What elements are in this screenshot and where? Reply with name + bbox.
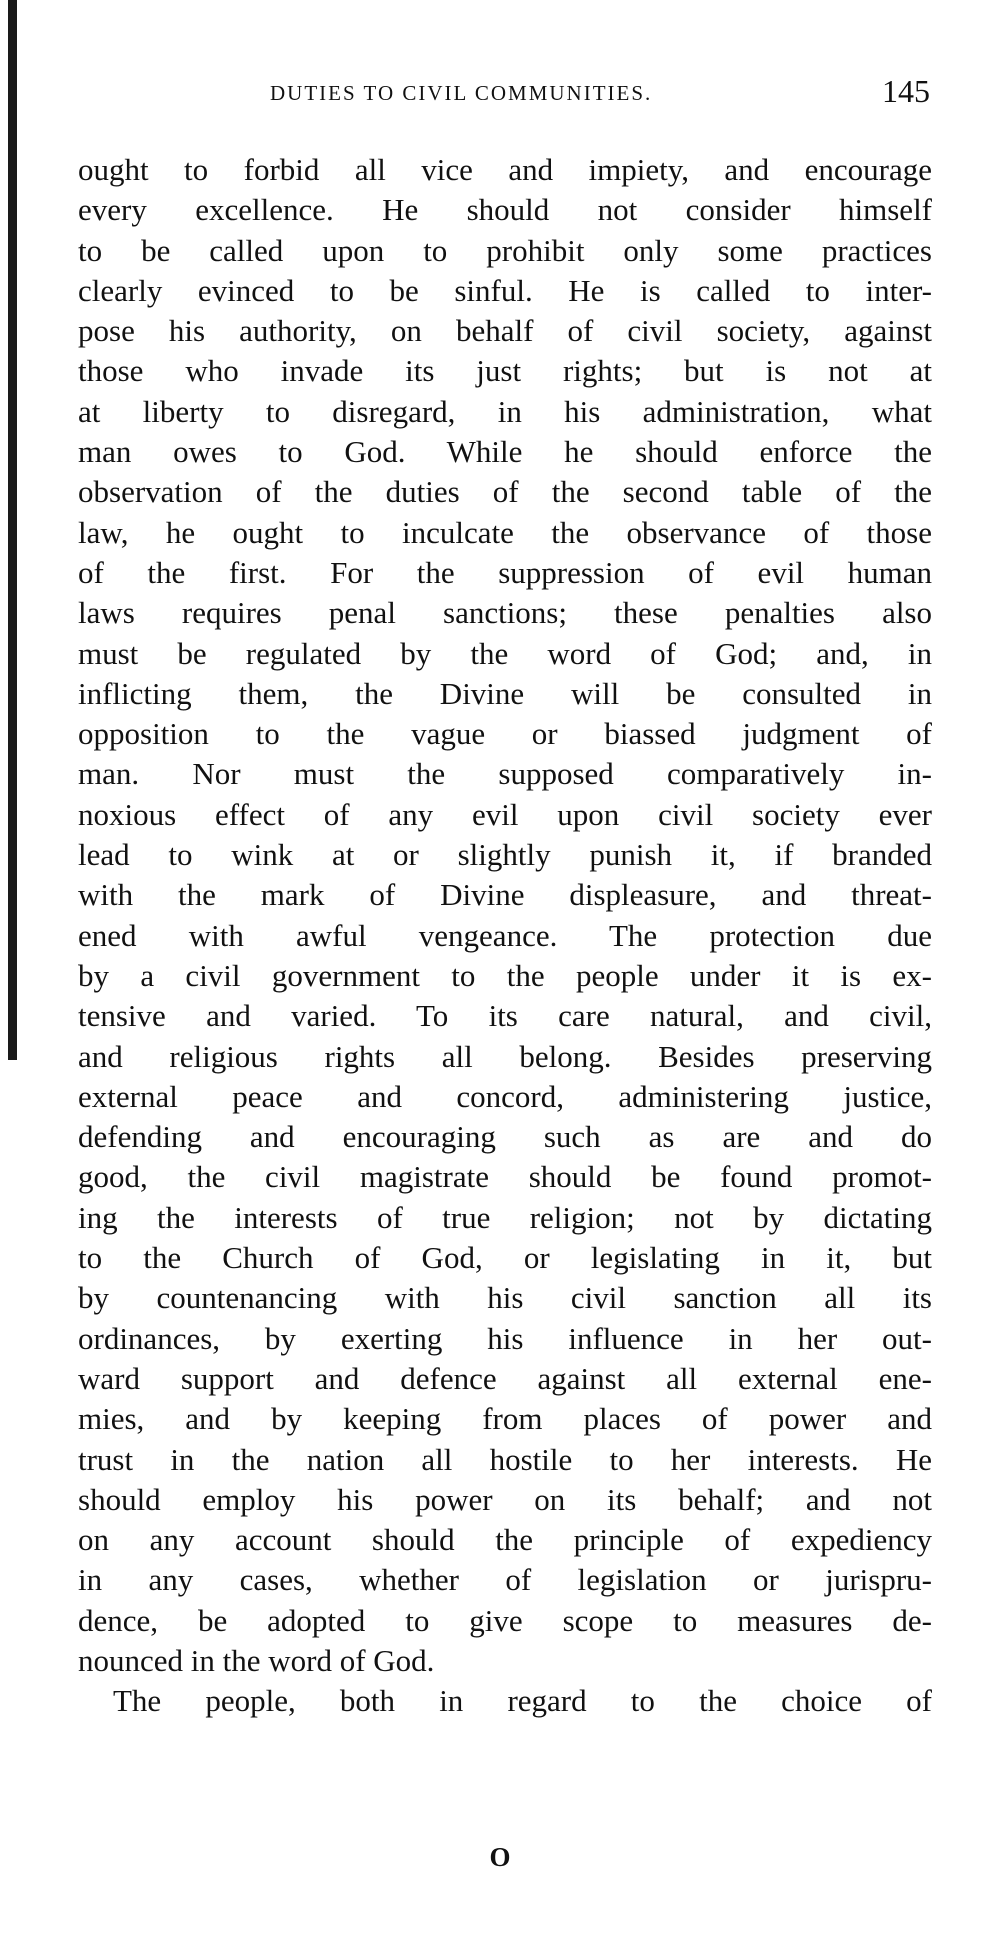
page-header xyxy=(80,75,930,115)
text-line: of the first. For the suppression of evil human xyxy=(78,554,932,590)
text-line: pose his authority, on behalf of civil society, against xyxy=(78,313,932,349)
text-line: mies, and by keeping from places of power and xyxy=(78,1401,932,1437)
text-line: must be regulated by the word of God; and, in xyxy=(78,635,932,671)
text-line: inflicting them, the Divine will be consulted in xyxy=(78,675,932,711)
text-line: should employ his power on its behalf; and not xyxy=(78,1481,932,1517)
text-line: external peace and concord, administering justice, xyxy=(78,1078,932,1114)
signature-mark: O xyxy=(489,1842,511,1872)
text-line: ward support and defence against all external ene- xyxy=(78,1360,932,1396)
text-line: at liberty to disregard, in his administration, what xyxy=(78,393,932,429)
text-line: with the mark of Divine displeasure, and threat- xyxy=(78,877,932,913)
text-line: those who invade its just rights; but is not at xyxy=(78,353,932,389)
text-line: ought to forbid all vice and impiety, and encourage xyxy=(78,152,932,187)
text-line: nounced in the word of God. xyxy=(78,1642,435,1678)
text-line: opposition to the vague or biassed judgment of xyxy=(78,716,932,752)
paragraph-start-line: The people, both in regard to the choice of xyxy=(113,1683,932,1719)
page-number: 145 xyxy=(882,73,930,109)
text-line: ing the interests of true religion; not by dictating xyxy=(78,1199,932,1235)
text-line: dence, be adopted to give scope to measures de- xyxy=(78,1602,932,1638)
text-line: to the Church of God, or legislating in it, but xyxy=(78,1240,932,1276)
text-line: man owes to God. While he should enforce the xyxy=(78,434,932,470)
text-line: lead to wink at or slightly punish it, if branded xyxy=(78,837,932,873)
text-line: on any account should the principle of expediency xyxy=(78,1522,932,1558)
body-text xyxy=(78,150,932,1722)
text-line: ordinances, by exerting his influence in her out- xyxy=(78,1320,932,1356)
text-line: by a civil government to the people under it is ex- xyxy=(78,957,932,993)
text-line: observation of the duties of the second table of the xyxy=(78,474,932,510)
text-line: in any cases, whether of legislation or jurispru- xyxy=(78,1562,932,1598)
text-line: trust in the nation all hostile to her interests. He xyxy=(78,1441,932,1477)
text-line: to be called upon to prohibit only some practices xyxy=(78,232,932,268)
text-line: man. Nor must the supposed comparatively in- xyxy=(78,756,932,792)
page-binding-edge xyxy=(8,0,17,1060)
text-line: tensive and varied. To its care natural, and civil, xyxy=(78,998,932,1034)
text-line: noxious effect of any evil upon civil society ever xyxy=(78,796,932,832)
text-line: by countenancing with his civil sanction all its xyxy=(78,1280,932,1316)
text-line: defending and encouraging such as are and do xyxy=(78,1119,932,1155)
text-line: clearly evinced to be sinful. He is called to inter- xyxy=(78,272,932,308)
text-line: and religious rights all belong. Besides preserving xyxy=(78,1038,932,1074)
running-head: DUTIES TO CIVIL COMMUNITIES. xyxy=(270,81,653,105)
text-line: law, he ought to inculcate the observance of those xyxy=(78,514,932,550)
text-line: laws requires penal sanctions; these penalties also xyxy=(78,595,932,631)
text-line: every excellence. He should not consider himself xyxy=(78,192,932,228)
text-line: ened with awful vengeance. The protection due xyxy=(78,917,932,953)
text-line: good, the civil magistrate should be found promot- xyxy=(78,1159,932,1195)
